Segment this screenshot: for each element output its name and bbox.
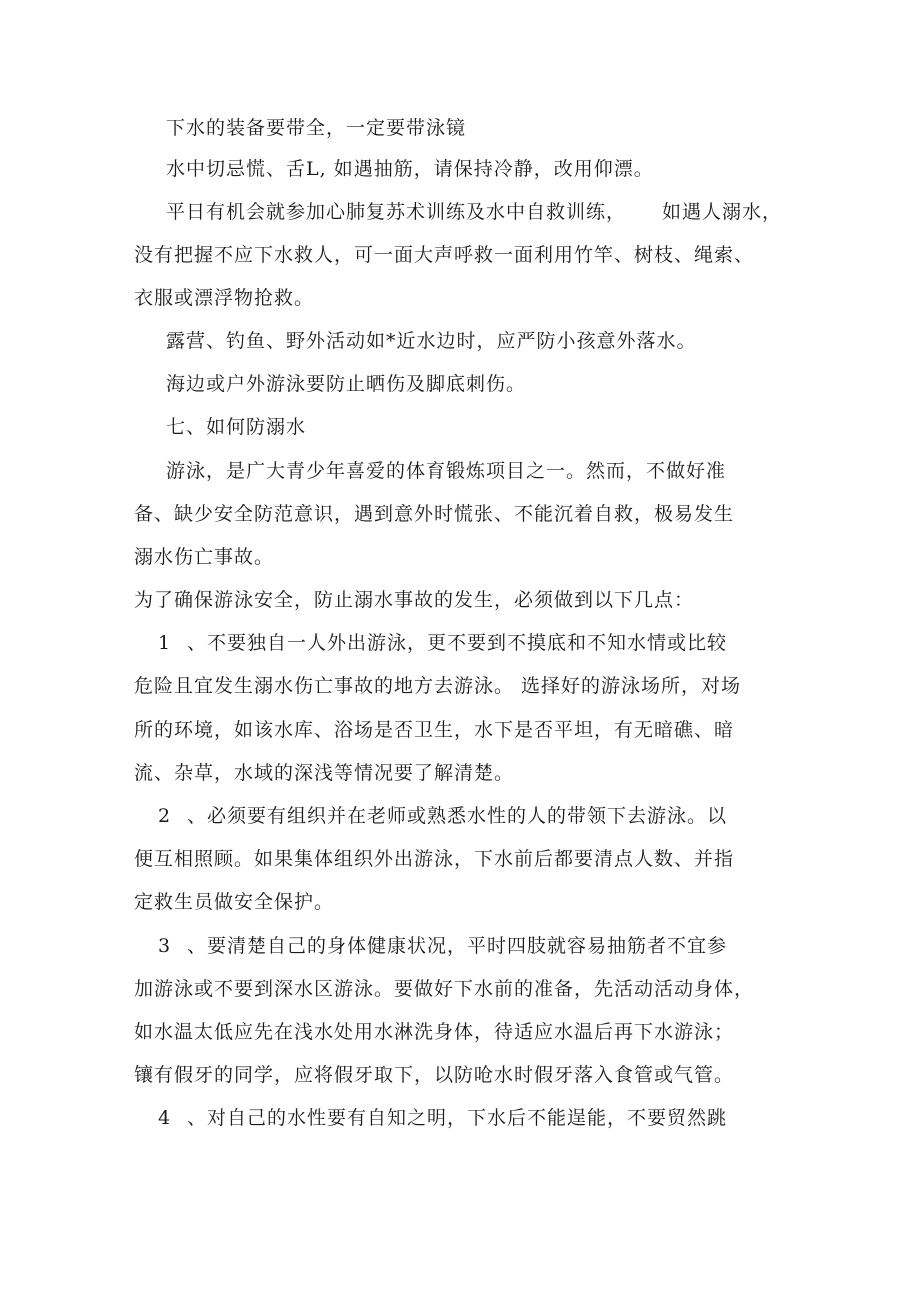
- text-line: 如水温太低应先在浅水处用水淋洗身体，待适应水温后再下水游泳；: [134, 1021, 735, 1043]
- text-line: 危险且宜发生溺水伤亡事故的地方去游泳。 选择好的游泳场所，对场: [134, 675, 742, 697]
- text-line: 、要清楚自己的身体健康状况，平时四肢就容易抽筋者不宜参: [187, 935, 728, 957]
- list-number: 3: [158, 935, 172, 957]
- text-line: 镶有假牙的同学，应将假牙取下，以防呛水时假牙落入食管或气管。: [134, 1064, 735, 1086]
- text-line: 游泳，是广大青少年喜爱的体育锻炼项目之一。然而，不做好准: [166, 460, 727, 482]
- text-line: 加游泳或不要到深水区游泳。要做好下水前的准备，先活动活动身体，: [134, 978, 755, 1000]
- text-line: 为了确保游泳安全，防止溺水事故的发生，必须做到以下几点：: [134, 589, 695, 611]
- text-line: 海边或户外游泳要防止晒伤及脚底刺伤。: [166, 373, 527, 395]
- list-number: 1: [158, 632, 172, 654]
- text-line: 便互相照顾。如果集体组织外出游泳，下水前后都要清点人数、并指: [134, 848, 735, 870]
- text-line: 、对自己的水性要有自知之明，下水后不能逞能，不要贸然跳: [187, 1107, 728, 1129]
- text-line: 流、杂草，水域的深浅等情况要了解清楚。: [134, 762, 515, 784]
- text-line: 没有把握不应下水救人，可一面大声呼救一面利用竹竿、树枝、绳索、: [134, 244, 755, 266]
- text-line: 溺水伤亡事故。: [134, 546, 275, 568]
- text-line: 露营、钓鱼、野外活动如*近水边时，应严防小孩意外落水。: [166, 330, 697, 352]
- section-heading: 七、如何防溺水: [166, 416, 307, 438]
- text-line: 平日有机会就参加心肺复苏术训练及水中自救训练，: [166, 201, 627, 223]
- text-line: 定救生员做安全保护。: [134, 891, 335, 913]
- text-line: 、不要独自一人外出游泳，更不要到不摸底和不知水情或比较: [187, 632, 728, 654]
- text-line: 下水的装备要带全，一定要带泳镜: [166, 117, 467, 139]
- text-line: 备、缺少安全防范意识，遇到意外时慌张、不能沉着自救，极易发生: [134, 503, 735, 525]
- text-line: 水中切忌慌、舌L, 如遇抽筋，请保持冷静，改用仰漂。: [166, 158, 654, 180]
- text-line: 衣服或漂浮物抢救。: [134, 287, 315, 309]
- text-line: 如遇人溺水，: [662, 201, 783, 223]
- list-number: 4: [158, 1107, 172, 1129]
- text-line: 所的环境，如该水库、浴场是否卫生，水下是否平坦，有无暗礁、暗: [134, 719, 735, 741]
- text-line: 、必须要有组织并在老师或熟悉水性的人的带领下去游泳。以: [187, 805, 728, 827]
- list-number: 2: [158, 805, 172, 827]
